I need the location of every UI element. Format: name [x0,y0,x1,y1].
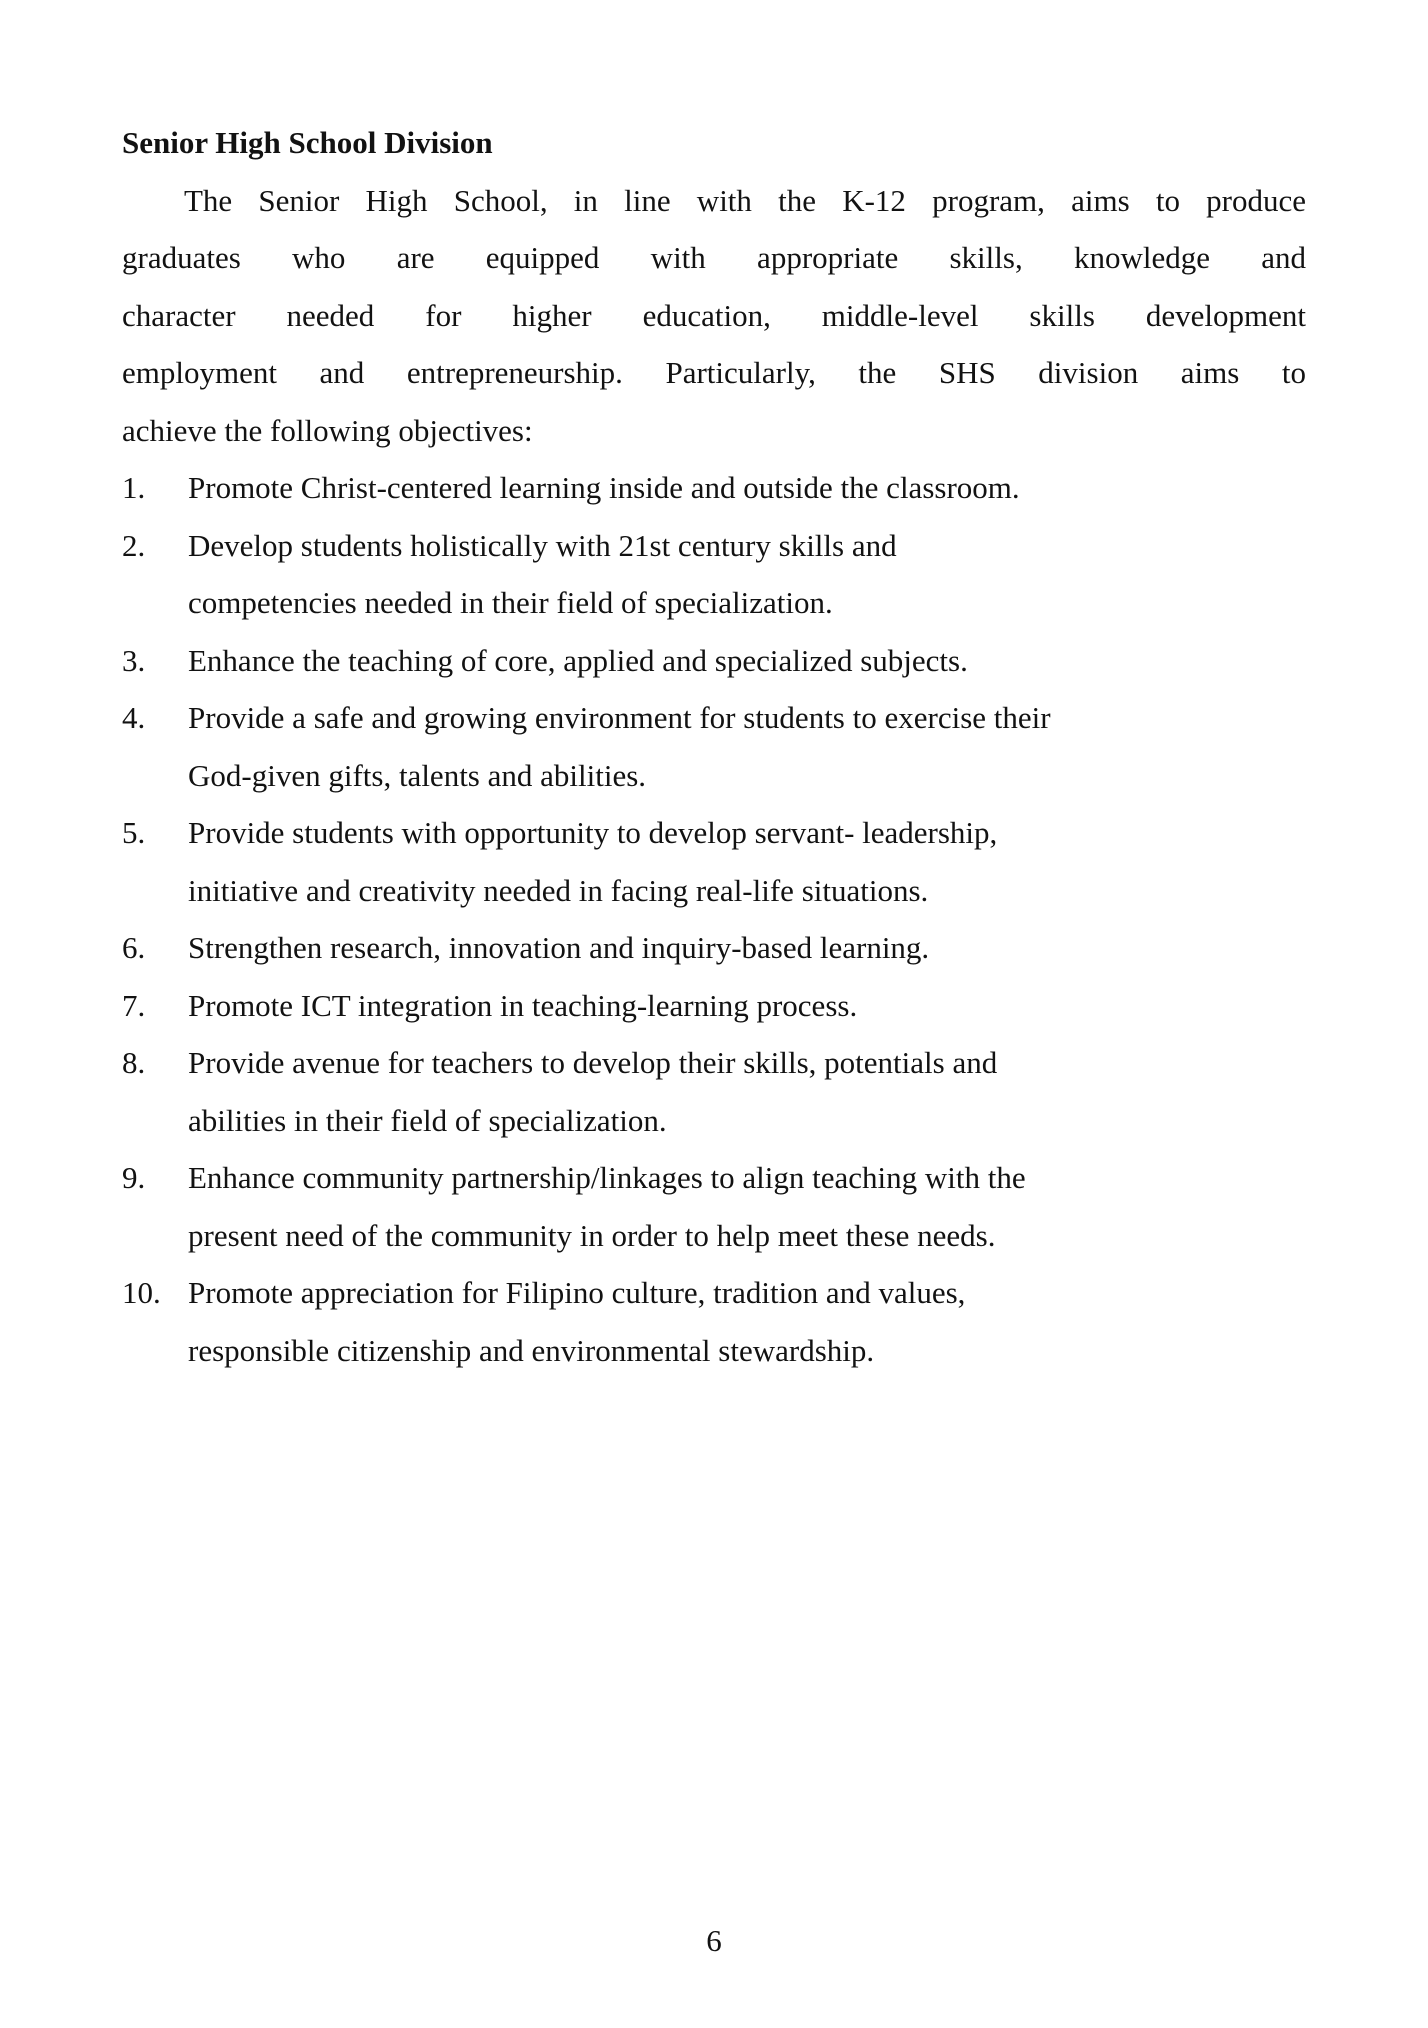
list-item-text: Provide students with opportunity to develop servant- leadership, initiative and creativity needed in facing real-life situations. [188,815,998,908]
list-item-number: 10. [122,1275,161,1310]
list-item [122,517,1306,632]
list-item [122,1264,1306,1379]
objectives-list [122,459,1306,1379]
list-item-number: 1. [122,470,146,505]
paragraph-line: employment and entrepreneurship. Particularly, the SHS division aims to [122,355,1306,390]
list-item-number: 5. [122,815,146,850]
list-item-text: Provide avenue for teachers to develop their skills, potentials and abilities in their field of specialization. [188,1045,998,1138]
list-item-number: 9. [122,1160,146,1195]
list-item-number: 2. [122,527,146,563]
list-item [122,977,1306,1035]
list-item-text: Develop students holistically with 21st century skills and competencies needed in their field of specialization. [188,527,897,620]
list-item-text: Promote Christ-centered learning inside and outside the classroom. [188,470,1020,505]
list-item [122,632,1306,690]
paragraph-line: achieve the following objectives: [122,412,533,448]
list-item-text: Promote appreciation for Filipino culture, tradition and values, responsible citizenship and environmental stewardship. [188,1275,966,1368]
paragraph-line: The Senior High School, in line with the K-12 program, aims to produce [184,182,1306,218]
list-item-number: 7. [122,987,146,1023]
list-item [122,459,1306,517]
list-item [122,1034,1306,1149]
intro-paragraph [122,172,1306,460]
list-item-text: Enhance community partnership/linkages to align teaching with the present need of the community in order to help meet these needs. [188,1160,1026,1253]
list-item-text: Strengthen research, innovation and inquiry-based learning. [188,930,930,965]
list-item-number: 8. [122,1045,146,1080]
list-item [122,919,1306,977]
list-item [122,689,1306,804]
list-item [122,804,1306,919]
page-content [122,114,1306,1379]
section-heading: Senior High School Division [122,125,493,160]
page-number: 6 [706,1923,722,1958]
list-item-text: Promote ICT integration in teaching-learning process. [188,987,858,1023]
list-item [122,1149,1306,1264]
list-item-text: Enhance the teaching of core, applied and specialized subjects. [188,642,968,678]
paragraph-line: graduates who are equipped with appropriate skills, knowledge and [122,240,1306,275]
list-item-number: 3. [122,642,146,678]
list-item-text: Provide a safe and growing environment for students to exercise their God-given gifts, talents and abilities. [188,700,1051,793]
paragraph-line: character needed for higher education, middle-level skills development [122,297,1306,333]
list-item-number: 4. [122,700,146,735]
list-item-number: 6. [122,930,146,965]
